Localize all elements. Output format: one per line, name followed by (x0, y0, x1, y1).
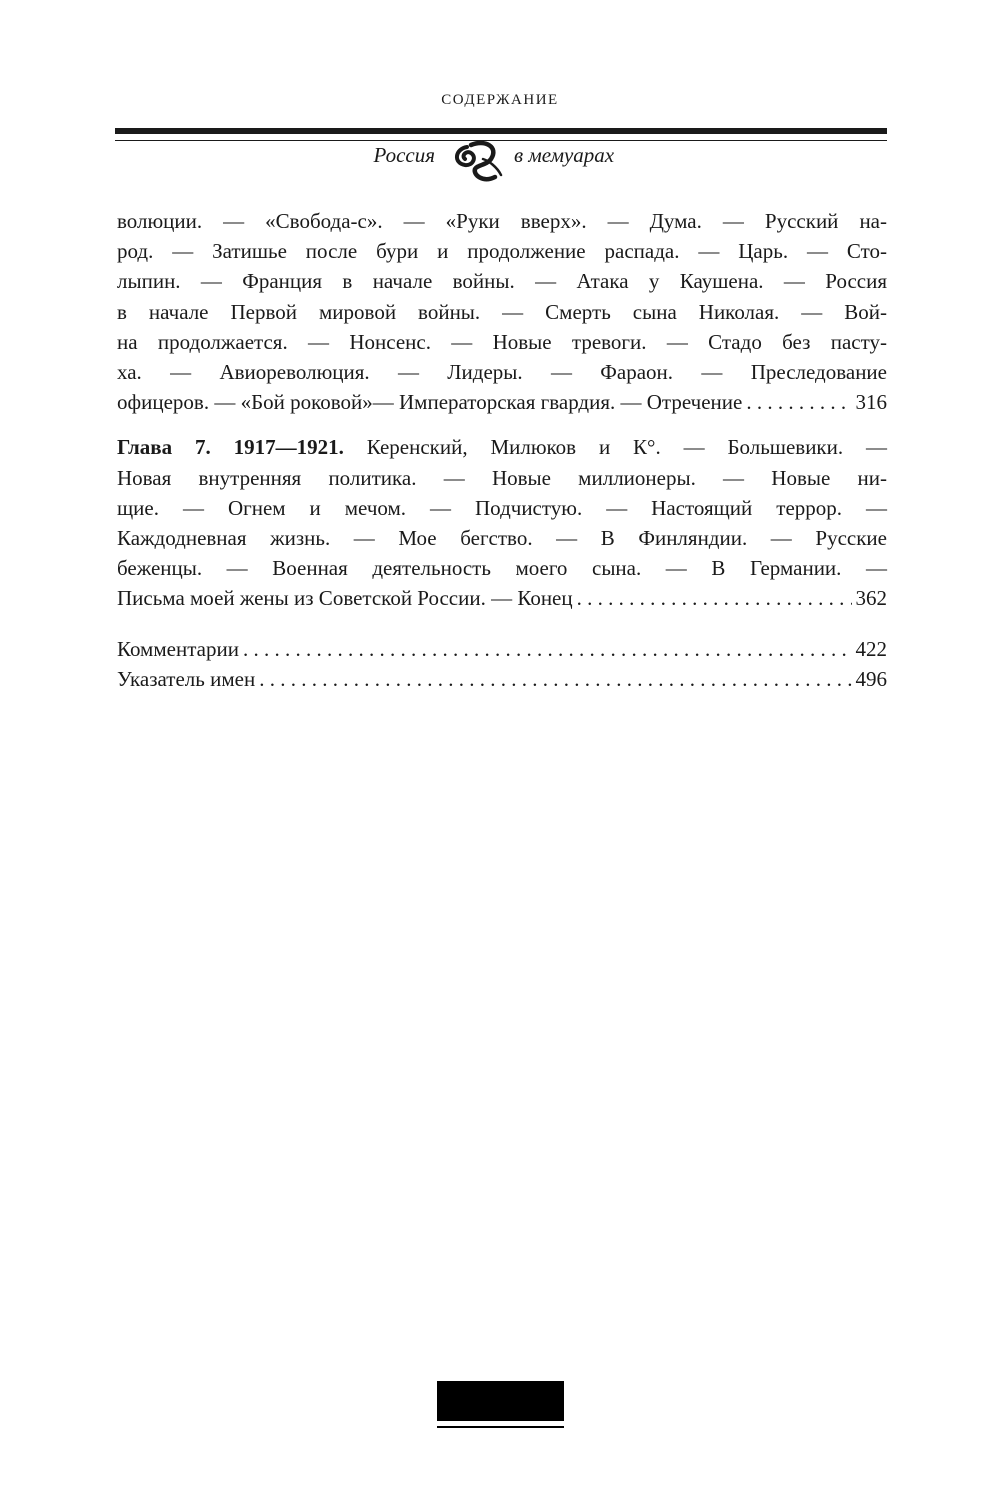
toc-entry-line: ха. — Авиореволюция. — Лидеры. — Фараон. — Преследование (117, 360, 887, 385)
toc-entry-line: Письма моей жены из Советской России. — Конец (117, 586, 573, 611)
series-title-left: Россия (373, 143, 435, 167)
toc-entry-line: офицеров. — «Бой роковой»— Императорская гвардия. — Отречение (117, 390, 743, 415)
dot-leader (259, 664, 851, 694)
dot-leader (577, 583, 852, 613)
toc-content (117, 206, 887, 694)
running-head: СОДЕРЖАНИЕ (441, 92, 559, 108)
toc-entry-line: в начале Первой мировой войны. — Смерть сына Николая. — Вой- (117, 299, 887, 324)
toc-entry-line: Керенский, Милюков и К°. — Большевики. — (366, 435, 887, 460)
folio-rule (437, 1426, 564, 1428)
page-number: 422 (855, 636, 887, 661)
toc-entry-line: волюции. — «Свобода-с». — «Руки вверх». — Дума. — Русский на- (117, 209, 887, 233)
page-number: 316 (855, 390, 887, 415)
dot-leader (746, 387, 851, 417)
toc-item-title: Комментарии (117, 636, 239, 661)
page-number: 496 (855, 666, 887, 691)
toc-entry-line: на продолжается. — Нонсенс. — Новые тревоги. — Стадо без пасту- (117, 329, 887, 354)
folio-box (437, 1381, 564, 1421)
chapter-heading: Глава 7. 1917—1921. (117, 435, 344, 460)
toc-item-title: Указатель имен (117, 666, 256, 691)
toc-entry (117, 206, 887, 417)
toc-entry-line: щие. — Огнем и мечом. — Подчистую. — Настоящий террор. — (117, 495, 887, 520)
toc-entry-first-line (117, 432, 887, 462)
toc-item-name-index[interactable] (117, 664, 887, 694)
toc-entry (117, 432, 887, 613)
series-title (115, 143, 887, 189)
toc-entry-line: род. — Затишье после бури и продолжение распада. — Царь. — Сто- (117, 239, 887, 264)
header-rule-thick (115, 128, 887, 134)
toc-entry-last-line[interactable] (117, 583, 887, 613)
toc-entry-line: беженцы. — Военная деятельность моего сына. — В Германии. — (117, 556, 887, 581)
toc-entry-last-line[interactable] (117, 387, 887, 417)
toc-entry-line: Каждодневная жизнь. — Мое бегство. — В Финляндии. — Русские (117, 526, 887, 551)
series-title-right: в мемуарах (514, 143, 615, 167)
swash-ornament-icon (453, 139, 505, 185)
toc-entry-line: Новая внутренняя политика. — Новые миллионеры. — Новые ни- (117, 465, 887, 490)
dot-leader (243, 634, 852, 664)
page-number: 362 (855, 586, 887, 611)
toc-entry-line: лыпин. — Франция в начале войны. — Атака у Каушена. — Россия (117, 269, 887, 294)
toc-item-comments[interactable] (117, 634, 887, 664)
